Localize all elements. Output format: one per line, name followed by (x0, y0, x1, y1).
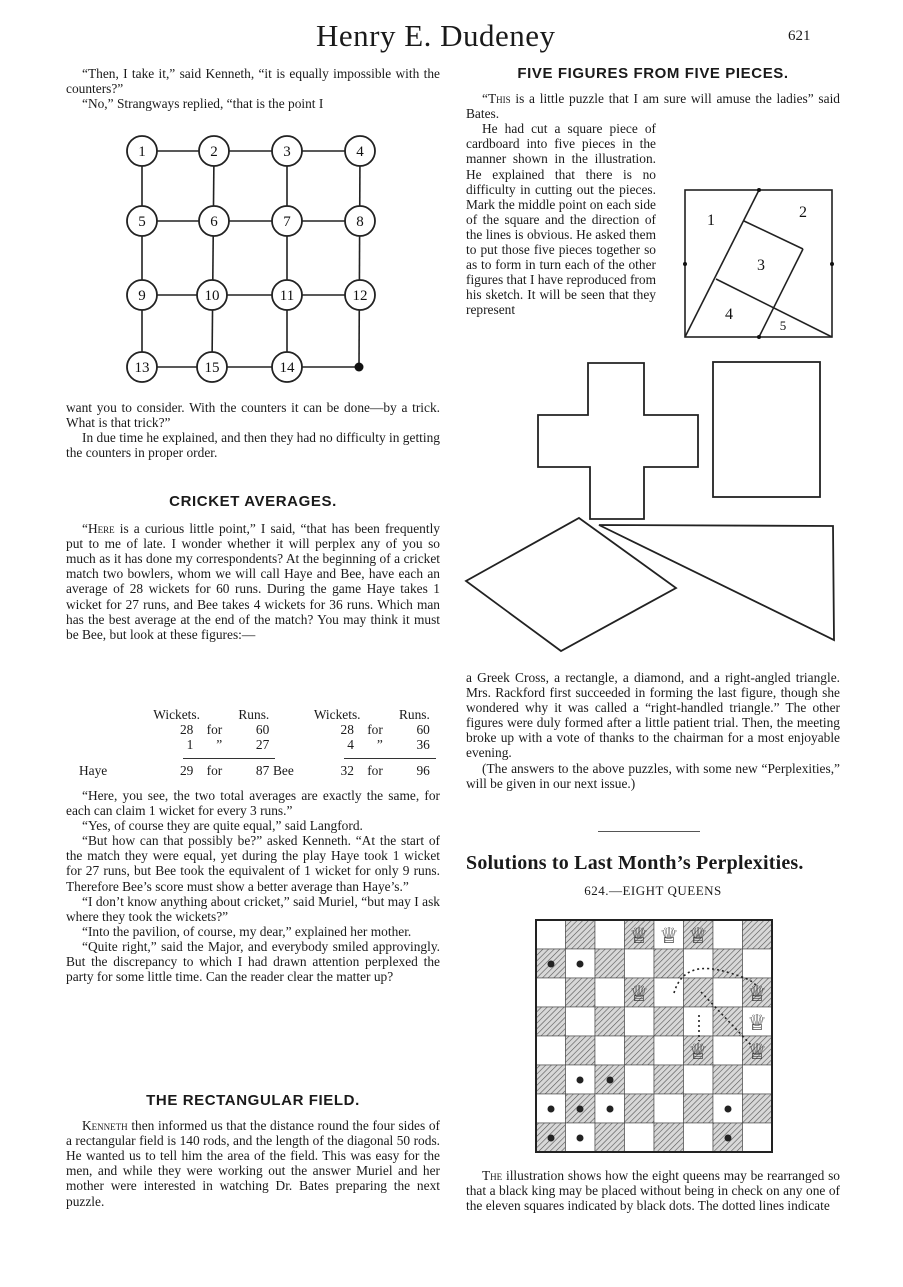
section-divider (598, 831, 700, 832)
queen-icon: ♕ (629, 924, 649, 949)
section-title: THE RECTANGULAR FIELD. (146, 1092, 360, 1109)
solution-text (466, 1168, 840, 1213)
paragraph: want you to consider. With the counters it can be done—by a trick. What is that trick?” (66, 400, 440, 431)
paragraph: “Here, you see, the two total averages are exactly the same, for each can claim 1 wicket for every 3 runs.” (66, 788, 440, 819)
paragraph: Kenneth then informed us that the distance round the four sides of a rectangular field is 140 rods, and the length of the diagonal 50 rods. He wanted us to tell him the area of the field. This was easy for the men, and while they were working out the answer Muriel and her mother were interested in watching Dr. Bates preparing the next puzzle. (66, 1118, 440, 1209)
paragraph: In due time he explained, and then they had no difficulty in getting the counters in proper order. (66, 430, 440, 461)
five-figures-continued (466, 670, 840, 791)
right-triangle-shape (599, 525, 834, 640)
queen-icon: ♕ (747, 1040, 767, 1065)
paragraph: “But how can that possibly be?” asked Kenneth. “At the start of the match they were equal, yet during the play Haye took 1 wicket for 27 runs, but Bee took the equivalent of 1 wicket for only 9 runs. Therefore Bee’s score must show a better average than Haye’s.” (66, 833, 440, 894)
counter-label: 12 (352, 288, 368, 304)
paragraph: “Then, I take it,” said Kenneth, “it is equally impossible with the counters?” (66, 66, 440, 97)
counter-grid-diagram (110, 128, 380, 390)
counter-label: 7 (283, 214, 291, 230)
rectangle-shape (713, 362, 820, 497)
queen-icon: ♕ (629, 982, 649, 1007)
counter-label: 15 (204, 360, 220, 376)
paragraph: “No,” Strangways replied, “that is the point I (82, 96, 324, 112)
piece-label: 5 (779, 318, 787, 333)
page-header (0, 18, 903, 58)
queen-icon: ♕ (659, 924, 679, 949)
bee-table: Wickets. Runs. 28 for 60 4 ” 36 Bee 32 for 96 (273, 707, 436, 778)
section-title: CRICKET AVERAGES. (169, 493, 337, 510)
dissected-square-diagram (683, 186, 843, 346)
counter-label: 10 (204, 288, 220, 304)
paragraph: The illustration shows how the eight queens may be rearranged so that a black king may be placed without being in check on any one of the eleven squares indicated by black dots. The dotted lines indicate (466, 1168, 840, 1214)
section-title: FIVE FIGURES FROM FIVE PIECES. (517, 65, 789, 82)
cricket-averages-continued (66, 788, 440, 984)
paragraph: He had cut a square piece of cardboard into five pieces in the manner shown in the illustration. He explained that there is no difficulty in cutting out the pieces. Mark the middle point on each side of the square and the direction of the lines is obvious. He asked them to put those five pieces together so as to form in turn each of the other figures that I have reproduced from his sketch. It will be seen that they represent (466, 121, 656, 318)
cricket-averages-section (66, 494, 440, 642)
piece-label: 4 (725, 306, 733, 323)
queen-icon: ♕ (688, 1040, 708, 1065)
rectangular-field-section (66, 1093, 440, 1209)
piece-label: 3 (757, 257, 765, 274)
intro-text (66, 66, 440, 111)
piece-label: 1 (707, 212, 715, 229)
paragraph: “Here is a curious little point,” I said, “that has been frequently put to me of late. I wonder whether it will perplex any of you so much as it has done my correspondents? At the beginning of a cricket match two bowlers, whom we will call Haye and Bee, have each an average of 28 wickets for 60 runs. During the game Haye takes 1 wicket for 27 runs, and Bee takes 4 wickets for 36 runs. Which man has the best average at the end of the match? You may think it must be Bee, but look at these figures:— (66, 521, 440, 642)
piece-label: 2 (799, 204, 807, 221)
queen-icon: ♕ (688, 924, 708, 949)
paragraph: a Greek Cross, a rectangle, a diamond, and a right-angled triangle. Mrs. Rackford first succeeded in forming the last figure, though she wondered why it was called a “right-handled triangle.” The other figures were duly formed after a little patient trial. Then, the meeting broke up with a vote of thanks to the chairman for a most enjoyable evening. (466, 670, 840, 761)
counter-label: 2 (210, 144, 218, 160)
eight-queens-chessboard (534, 918, 776, 1156)
queen-icon: ♕ (747, 982, 767, 1007)
paragraph: “I don’t know anything about cricket,” said Muriel, “but may I ask where they took the wickets?” (66, 893, 440, 924)
queen-icon: ♕ (747, 1011, 767, 1036)
paragraph: (The answers to the above puzzles, with some new “Perplexities,” will be given in our next issue.) (466, 760, 840, 791)
counter-label: 11 (279, 288, 295, 304)
greek-cross-shape (538, 363, 698, 519)
haye-table: Wickets. Runs. 28 for 60 1 ” 27 Haye 29 for 87 (105, 707, 275, 778)
paragraph: “This is a little puzzle that I am sure will amuse the ladies” said Bates. (466, 91, 840, 122)
counter-label: 1 (138, 144, 146, 160)
solutions-section (466, 852, 840, 899)
counter-label: 6 (210, 214, 218, 230)
running-head: Henry E. Dudeney (316, 18, 556, 53)
counter-label: 8 (356, 214, 364, 230)
solutions-title: Solutions to Last Month’s Perplexities. (466, 852, 804, 874)
counter-label: 9 (138, 288, 146, 304)
paragraph: “Into the pavilion, of course, my dear,” explained her mother. (82, 923, 412, 939)
counter-label: 5 (138, 214, 146, 230)
paragraph: “Yes, of course they are quite equal,” said Langford. (82, 818, 363, 834)
paragraph: “Quite right,” said the Major, and everybody smiled approvingly. But the discrepancy to which I had drawn attention perplexed the party for some little time. Can the reader clear the matter up? (66, 938, 440, 985)
diamond-shape (466, 518, 676, 651)
page-number: 621 (788, 28, 811, 44)
five-figures-shapes (460, 355, 860, 655)
counter-label: 4 (356, 144, 364, 160)
after-grid-text (66, 400, 440, 460)
puzzle-subtitle: 624.—EIGHT QUEENS (584, 883, 722, 899)
counter-label: 3 (283, 144, 291, 160)
empty-cell-dot (355, 363, 364, 372)
counter-label: 14 (279, 360, 295, 376)
counter-label: 13 (134, 360, 150, 376)
